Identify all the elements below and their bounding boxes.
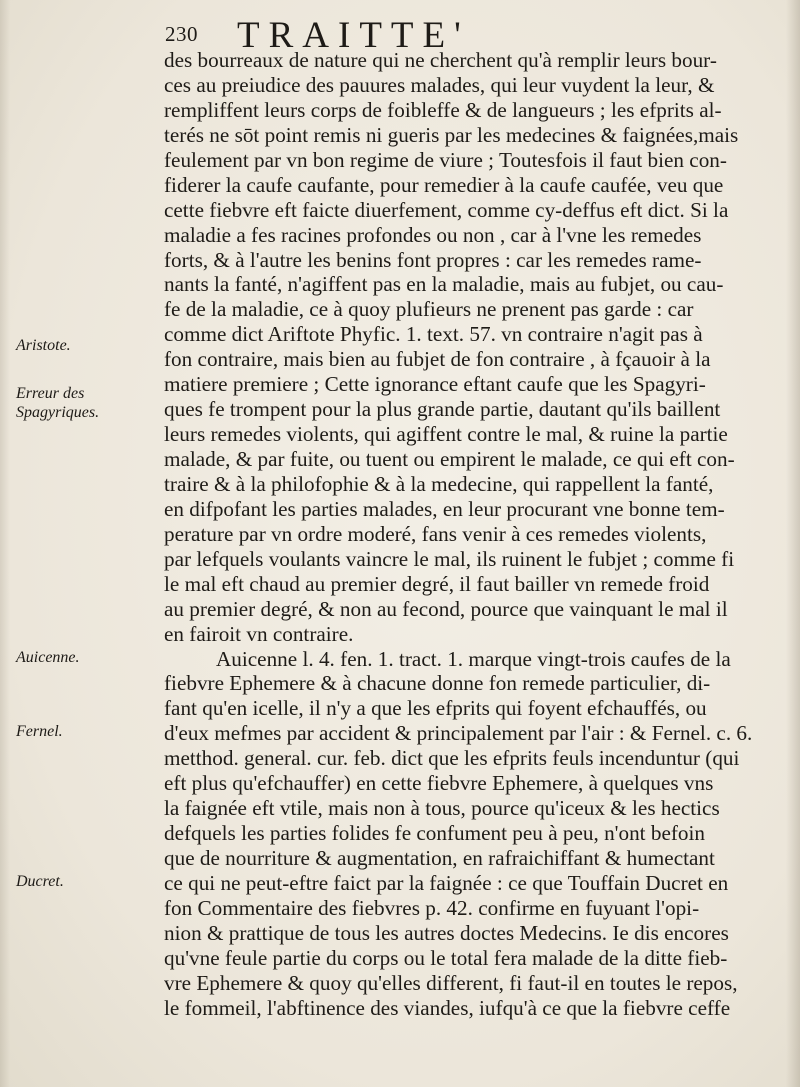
text-line: matiere premiere ; Cette ignorance eftant caufe que les Spagyri- [164, 372, 706, 397]
text-line: metthod. general. cur. feb. dict que les efprits feuls incenduntur (qui [164, 746, 740, 771]
text-line: forts, & à l'autre les benins font propres : car les remedes rame- [164, 247, 702, 272]
text-line: la faignée eft vtile, mais non à tous, pource qu'iceux & les hectics [164, 796, 720, 821]
text-line: fant qu'en icelle, il n'y a que les efprits qui foyent efchauffés, ou [164, 696, 707, 721]
text-line: nion & prattique de tous les autres doctes Medecins. Ie dis encores [164, 920, 729, 945]
text-line: fiebvre Ephemere & à chacune donne fon remede particulier, di- [164, 671, 711, 696]
text-line: traire & à la philofophie & à la medecine, qui rappellent la fanté, [164, 471, 714, 496]
text-line: Auicenne l. 4. fen. 1. tract. 1. marque vingt-trois caufes de la [216, 646, 731, 671]
text-line: en fairoit vn contraire. [164, 621, 354, 646]
text-line: eft plus qu'efchauffer) en cette fiebvre Ephemere, à quelques vns [164, 771, 714, 796]
text-line: ques fe trompent pour la plus grande partie, dautant qu'ils baillent [164, 397, 721, 422]
body-text [164, 48, 776, 1021]
page-edge-shadow [786, 0, 800, 1087]
text-line: fe de la maladie, ce à quoy plufieurs ne prenent pas garde : car [164, 297, 694, 322]
text-line: par lefquels voulants vaincre le mal, ils ruinent le fubjet ; comme fi [164, 546, 735, 571]
page-number: 230 [165, 22, 198, 46]
margin-note-fernel: Fernel. [16, 723, 63, 740]
text-line: feulement par vn bon regime de viure ; Toutesfois il faut bien con- [164, 147, 727, 172]
text-line: comme dict Ariftote Phyfic. 1. text. 57. vn contraire n'agit pas à [164, 322, 703, 347]
text-line: qu'vne feule partie du corps ou le total fera malade de la ditte fieb- [164, 945, 728, 970]
text-line: defquels les parties folides fe confument peu à peu, n'ont befoin [164, 821, 705, 846]
margin-note-ducret: Ducret. [16, 873, 64, 890]
margin-note-erreur-spagyriques: Erreur des Spagyriques. [16, 385, 100, 421]
text-line: des bourreaux de nature qui ne cherchent qu'à remplir leurs bour- [164, 48, 717, 72]
text-line: ce qui ne peut-eftre faict par la faignée : ce que Touffain Ducret en [164, 870, 729, 895]
text-line: que de nourriture & augmentation, en rafraichiffant & humectant [164, 846, 715, 870]
running-title: TRAITTE' [237, 15, 470, 56]
text-line: le fommeil, l'abftinence des viandes, iufqu'à ce que la fiebvre ceffe [164, 995, 731, 1020]
text-line: le mal eft chaud au premier degré, il faut bailler vn remede froid [164, 571, 710, 596]
text-line: nants la fanté, n'agiffent pas en la maladie, mais au fubjet, ou cau- [164, 272, 724, 297]
text-line: au premier degré, & non au fecond, pource que vainquant le mal il [164, 596, 728, 621]
text-line: ces au preiudice des pauures malades, qui leur vuydent la leur, & [164, 72, 715, 97]
text-line: fon contraire, mais bien au fubjet de fon contraire , à fçauoir à la [164, 347, 711, 372]
text-line: d'eux mefmes par accident & principalement par l'air : & Fernel. c. 6. [164, 721, 753, 746]
page-gutter-shadow [0, 0, 10, 1087]
text-line: malade, & par fuite, ou tuent ou empirent le malade, ce qui eft con- [164, 447, 735, 471]
text-line: rempliffent leurs corps de foibleffe & de langueurs ; les efprits al- [164, 97, 722, 122]
text-line: fon Commentaire des fiebvres p. 42. confirme en fuyuant l'opi- [164, 895, 700, 920]
text-line: maladie a fes racines profondes ou non , car à l'vne les remedes [164, 222, 702, 247]
margin-note-auicenne: Auicenne. [16, 649, 80, 666]
text-line: leurs remedes violents, qui agiffent contre le mal, & ruine la partie [164, 422, 728, 447]
text-line: fiderer la caufe caufante, pour remedier à la caufe caufée, veu que [164, 172, 724, 197]
margin-note-aristote: Aristote. [16, 337, 71, 354]
text-line: terés ne sōt point remis ni gueris par les medecines & faignées,mais [164, 122, 739, 147]
text-line: cette fiebvre eft faicte diuerfement, comme cy-deffus eft dict. Si la [164, 197, 729, 222]
text-line: vre Ephemere & quoy qu'elles different, fi faut-il en toutes le repos, [164, 970, 738, 995]
text-line: en difpofant les parties malades, en leur procurant vne bonne tem- [164, 496, 725, 521]
text-line: perature par vn ordre moderé, fans venir à ces remedes violents, [164, 521, 707, 546]
